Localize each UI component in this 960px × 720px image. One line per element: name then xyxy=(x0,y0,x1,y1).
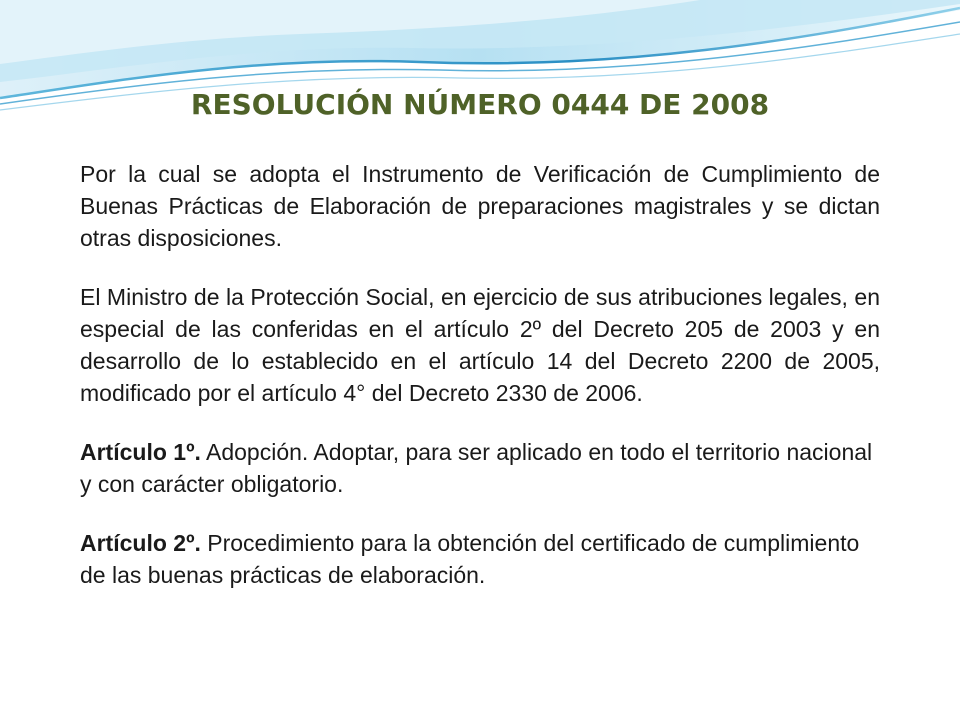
purpose-paragraph: Por la cual se adopta el Instrumento de Verificación de Cumplimiento de Buenas Prácticas de Elaboración de preparaciones magistrales y se dictan otras disposiciones. xyxy=(80,161,880,251)
article-2-label: Artículo 2º. xyxy=(80,530,201,556)
preamble-paragraph: El Ministro de la Protección Social, en ejercicio de sus atribuciones legales, en especial de las conferidas en el artículo 2º del Decreto 205 de 2003 y en desarrollo de lo establecido en el artículo 14 del Decreto 2200 de 2005, modificado por el artículo 4° del Decreto 2330 de 2006. xyxy=(80,284,880,406)
article-1-label: Artículo 1º. xyxy=(80,439,201,465)
article-2 xyxy=(80,527,880,591)
article-1 xyxy=(80,436,880,500)
article-1-text: Adopción. Adoptar, para ser aplicado en todo el territorio nacional y con carácter obligatorio. xyxy=(80,439,873,497)
slide-body xyxy=(80,158,880,618)
document-title: RESOLUCIÓN NÚMERO 0444 DE 2008 xyxy=(190,88,770,121)
article-2-text: Procedimiento para la obtención del certificado de cumplimiento de las buenas prácticas de elaboración. xyxy=(80,530,860,588)
